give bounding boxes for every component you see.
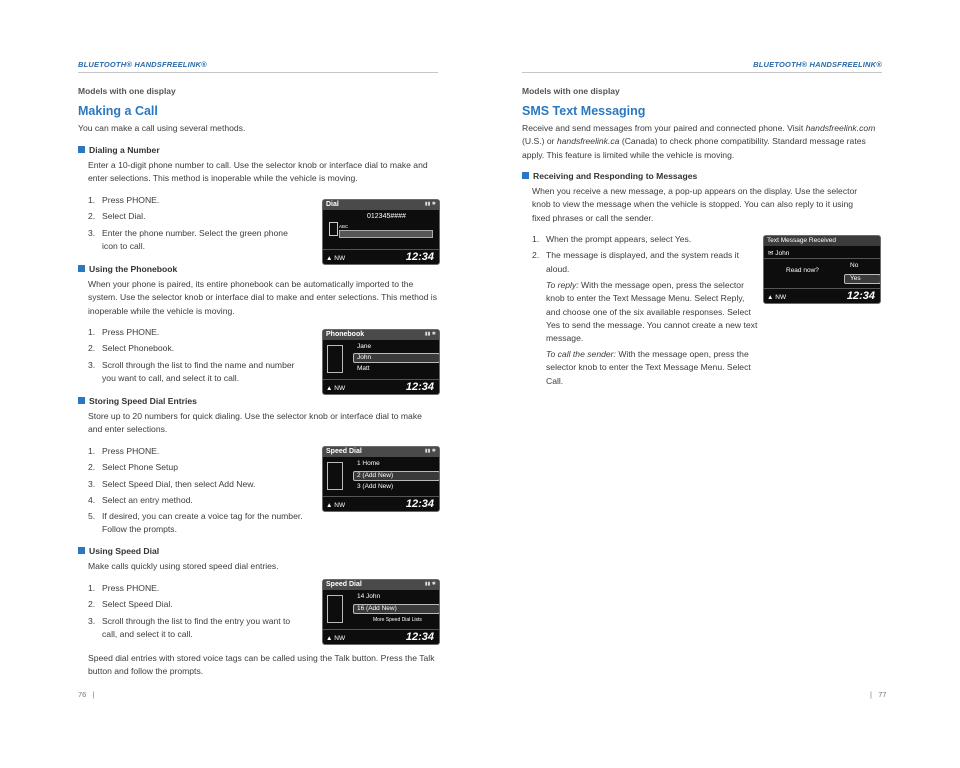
- list-item: 2. The message is displayed, and the system reads it aloud.: [532, 250, 739, 274]
- dial-paragraph: Enter a 10-digit phone number to call. Use the selector knob or interface dial to make and enter selections. This method is inoperable while the vehicle is moving.: [88, 160, 428, 184]
- status-icon: ▮▮ ✱: [424, 331, 436, 337]
- running-head: BLUETOOTH® HANDSFREELINK®: [753, 60, 882, 69]
- compass: ▲ NW: [326, 255, 346, 262]
- list-item: 2. Select Phonebook.: [88, 343, 175, 354]
- header-rule: [78, 72, 438, 73]
- more-lists-label: More Speed Dial Lists: [373, 617, 422, 623]
- phonebook-heading: Using the Phonebook: [78, 264, 177, 274]
- clock: 12:34: [846, 290, 875, 302]
- clock: 12:34: [405, 381, 434, 393]
- models-label: Models with one display: [78, 86, 176, 96]
- contact-item-selected: John: [353, 353, 440, 363]
- speed-dial-item: 3 (Add New): [357, 483, 394, 490]
- list-item: 2. Select Dial.: [88, 211, 146, 222]
- divider: [764, 258, 880, 259]
- bullet-square: [522, 172, 529, 179]
- screen-title: Speed Dial: [323, 580, 439, 590]
- bullet-square: [78, 547, 85, 554]
- reply-instructions: To reply: With the message open, press the selector knob to enter the Text Message Menu. Select Reply, and choose one of the six available responses. Select Yes to send the message. You cannot create a new text message.: [546, 280, 758, 344]
- list-item: 5. If desired, you can create a voice tag for the number. Follow the prompts.: [88, 511, 303, 535]
- screen-title: Text Message Received: [764, 236, 880, 246]
- dial-screen: [322, 199, 440, 265]
- list-item: 1. Press PHONE.: [88, 583, 160, 593]
- list-item: 3. Select Speed Dial, then select Add New.: [88, 478, 256, 489]
- list-item: 4. Select an entry method.: [88, 494, 193, 505]
- screen-title: Speed Dial: [323, 447, 439, 457]
- compass: ▲ NW: [326, 502, 346, 509]
- compass: ▲ NW: [326, 635, 346, 642]
- list-item: 2. Select Speed Dial.: [88, 599, 173, 610]
- bullet-square: [78, 397, 85, 404]
- dial-steps: [88, 194, 303, 256]
- status-icon: ▮▮ ✱: [424, 448, 436, 454]
- screen-title: Dial: [323, 200, 439, 210]
- phone-graphic-icon: [327, 462, 343, 490]
- screen-title: Phonebook: [323, 330, 439, 340]
- store-speed-dial-steps: [88, 445, 303, 540]
- divider: [323, 629, 439, 630]
- text-message-screen: [763, 235, 881, 304]
- section-title: SMS Text Messaging: [522, 104, 646, 118]
- intro-text: You can make a call using several methods.: [78, 123, 246, 133]
- receive-heading: Receiving and Responding to Messages: [522, 171, 697, 181]
- clock: 12:34: [405, 251, 434, 263]
- list-item: 1. Press PHONE.: [88, 327, 160, 337]
- list-item: 1. Press PHONE.: [88, 446, 160, 456]
- no-option: No: [850, 262, 859, 269]
- abc-label: ABC: [339, 224, 349, 229]
- intro-text: Receive and send messages from your paired and connected phone. Visit handsfreelink.com (U.S.) or handsfreelink.ca (Canada) to check phone compatibility. Standard message rates apply. This feature is limited while the vehicle is moving.: [522, 123, 876, 160]
- page-number: | 77: [870, 690, 887, 699]
- dial-heading: Dialing a Number: [78, 145, 160, 155]
- use-speed-dial-heading: Using Speed Dial: [78, 546, 159, 556]
- envelope-icon: ✉: [768, 250, 774, 257]
- speed-dial-use-screen: [322, 579, 440, 645]
- speed-dial-item-selected: 16 (Add New): [353, 604, 440, 614]
- divider: [764, 288, 880, 289]
- clock: 12:34: [405, 631, 434, 643]
- receive-paragraph: When you receive a new message, a pop-up appears on the display. Use the selector knob to view the message when the vehicle is stopped. You can also reply to it using fixed phrases or call the sender.: [532, 186, 858, 223]
- list-item: 1. Press PHONE.: [88, 195, 160, 205]
- section-title: Making a Call: [78, 104, 158, 118]
- phone-graphic-icon: [327, 345, 343, 373]
- receive-steps: [532, 233, 757, 279]
- contact-item: Matt: [357, 365, 370, 372]
- divider: [323, 496, 439, 497]
- use-speed-dial-steps: [88, 582, 303, 644]
- phonebook-paragraph: When your phone is paired, its entire phonebook can be automatically imported to the system. Use the selector knob or interface dial to make and enter selections. This method is inoperable while the vehicle is moving.: [88, 279, 438, 316]
- list-item: 3. Scroll through the list to find the entry you want to call, and select it to call.: [88, 615, 291, 639]
- list-item: 3. Enter the phone number. Select the green phone icon to call.: [88, 227, 288, 251]
- status-icon: ▮▮ ✱: [424, 201, 436, 207]
- speed-dial-item: 1 Home: [357, 460, 380, 467]
- list-item: 1. When the prompt appears, select Yes.: [532, 234, 692, 244]
- contact-item: Jane: [357, 343, 372, 350]
- speed-dial-note: Speed dial entries with stored voice tags can be called using the Talk button. Press the Talk button and follow the prompts.: [88, 653, 435, 677]
- compass: ▲ NW: [326, 385, 346, 392]
- compass: ▲ NW: [767, 294, 787, 301]
- speed-dial-store-screen: [322, 446, 440, 512]
- call-sender-instructions: To call the sender: With the message open, press the selector knob to enter the Text Message Menu. Select Call.: [546, 349, 751, 386]
- store-speed-dial-paragraph: Store up to 20 numbers for quick dialing. Use the selector knob or interface dial to make and enter selections.: [88, 411, 422, 435]
- keypad-strip: [339, 230, 433, 238]
- store-speed-dial-heading: Storing Speed Dial Entries: [78, 396, 197, 406]
- status-icon: ▮▮ ✱: [424, 581, 436, 587]
- phone-graphic-icon: [329, 222, 338, 236]
- dial-number: 012345####: [367, 213, 406, 220]
- right-page: [480, 0, 960, 768]
- list-item: 3. Scroll through the list to find the name and number you want to call, and select it to call.: [88, 359, 295, 383]
- clock: 12:34: [405, 498, 434, 510]
- speed-dial-item-selected: 2 (Add New): [353, 471, 440, 481]
- header-rule: [522, 72, 882, 73]
- divider: [323, 379, 439, 380]
- use-speed-dial-paragraph: Make calls quickly using stored speed dial entries.: [88, 561, 279, 571]
- phonebook-screen: [322, 329, 440, 395]
- page-number: 76 |: [78, 690, 95, 699]
- bullet-square: [78, 265, 85, 272]
- models-label: Models with one display: [522, 86, 620, 96]
- running-head: BLUETOOTH® HANDSFREELINK®: [78, 60, 207, 69]
- phone-graphic-icon: [327, 595, 343, 623]
- bullet-square: [78, 146, 85, 153]
- divider: [323, 249, 439, 250]
- list-item: 2. Select Phone Setup: [88, 462, 178, 473]
- yes-option: Yes: [844, 274, 881, 284]
- sender-row: ✉ John: [768, 250, 790, 257]
- phonebook-steps: [88, 326, 303, 388]
- speed-dial-item: 14 John: [357, 593, 381, 600]
- read-now-prompt: Read now?: [786, 267, 819, 274]
